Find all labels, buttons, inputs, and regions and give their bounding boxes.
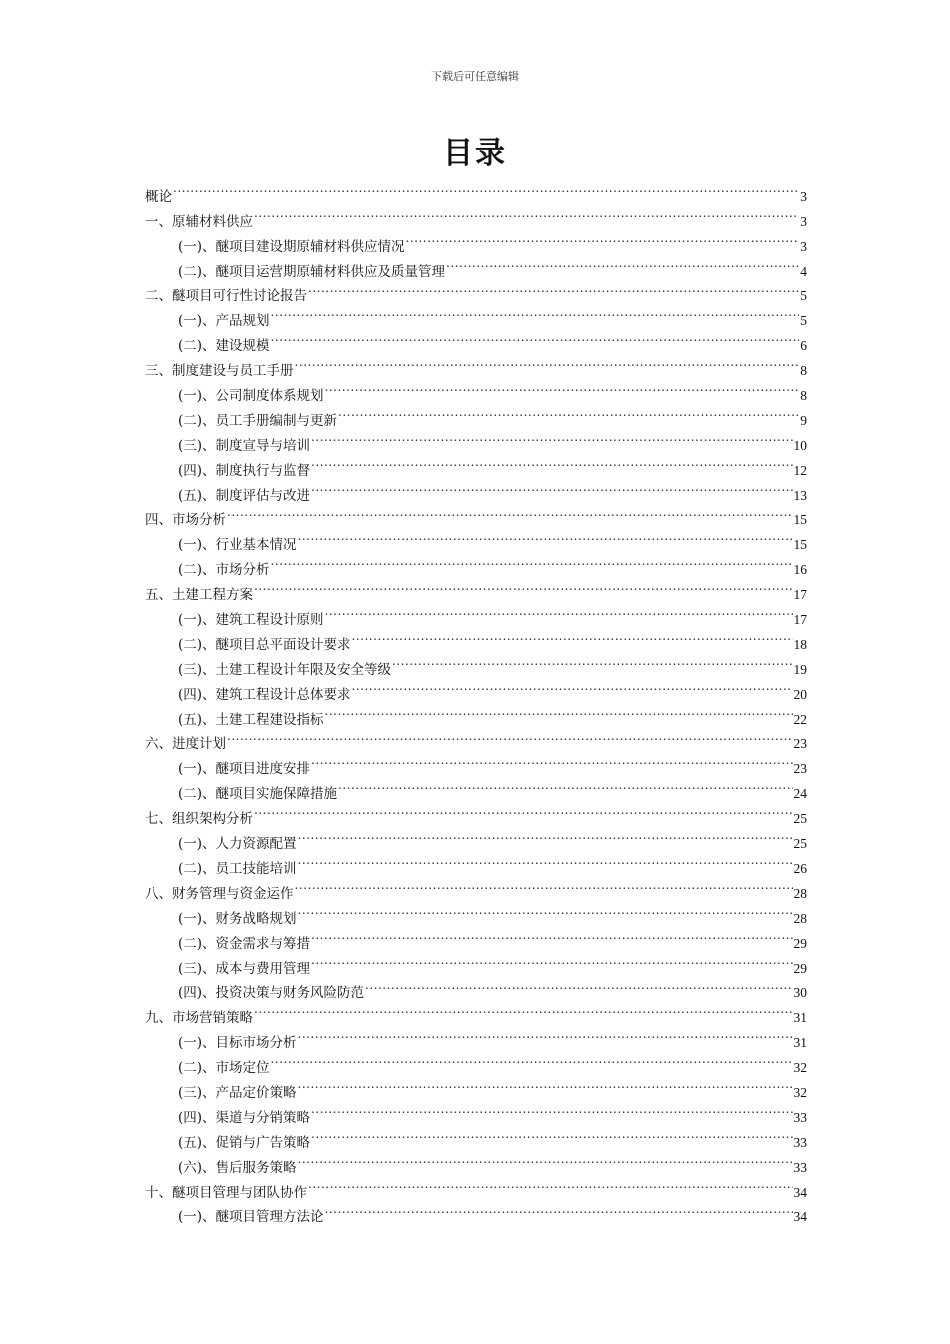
toc-entry-title: (五)、土建工程建设指标 <box>178 711 324 728</box>
toc-dot-leader <box>271 325 800 350</box>
toc-entry-title: (一)、财务战略规划 <box>178 910 297 927</box>
toc-page-number: 10 <box>793 437 807 453</box>
toc-page-number: 28 <box>793 885 807 901</box>
toc-entry-title: (四)、制度执行与监督 <box>178 462 311 479</box>
toc-page-number: 15 <box>793 512 807 528</box>
toc-dot-leader <box>227 500 793 525</box>
toc-page-number: 9 <box>800 412 807 428</box>
toc-entry-title: (一)、醚项目管理方法论 <box>178 1209 324 1226</box>
toc-entry-title: 四、市场分析 <box>145 512 226 529</box>
toc-page-number: 30 <box>793 985 807 1001</box>
toc-page-number: 4 <box>800 263 807 279</box>
toc-page-number: 25 <box>793 836 807 852</box>
toc-dot-leader <box>338 400 799 425</box>
toc-dot-leader <box>227 724 793 749</box>
toc-dot-leader <box>271 549 793 574</box>
toc-dot-leader <box>311 425 792 450</box>
toc-entry-title: (五)、促销与广告策略 <box>178 1134 311 1151</box>
toc-page-number: 28 <box>793 910 807 926</box>
toc-page-number: 15 <box>793 537 807 553</box>
toc-dot-leader <box>311 748 792 773</box>
toc-entry-title: (二)、建设规模 <box>178 338 270 355</box>
toc-page-number: 32 <box>793 1084 807 1100</box>
toc-dot-leader <box>311 1097 792 1122</box>
toc-entry-title: 三、制度建设与员工手册 <box>145 363 294 380</box>
toc-entry-title: 十、醚项目管理与团队协作 <box>145 1184 307 1201</box>
toc-dot-leader <box>254 574 793 599</box>
toc-page-number: 17 <box>793 587 807 603</box>
toc-page-number: 12 <box>793 462 807 478</box>
toc-dot-leader <box>406 226 800 251</box>
toc-dot-leader <box>308 1172 793 1197</box>
toc-page-number: 23 <box>793 761 807 777</box>
toc-entry-title: (五)、制度评估与改进 <box>178 487 311 504</box>
toc-page-number: 31 <box>793 1035 807 1051</box>
toc-dot-leader <box>311 475 792 500</box>
toc-entry-title: (一)、醚项目建设期原辅材料供应情况 <box>178 238 405 255</box>
toc-entry-title: (三)、土建工程设计年限及安全等级 <box>178 661 392 678</box>
toc-dot-leader <box>352 674 793 699</box>
toc-dot-leader <box>308 276 799 301</box>
toc-page-number: 3 <box>800 213 807 229</box>
toc-entry-title: 六、进度计划 <box>145 736 226 753</box>
toc-entry-title: (一)、产品规划 <box>178 313 270 330</box>
page-header-note: 下载后可任意编辑 <box>431 70 519 83</box>
toc-page-number: 3 <box>800 188 807 204</box>
toc-page-number: 33 <box>793 1109 807 1125</box>
toc-page-number: 24 <box>793 786 807 802</box>
toc-entry[interactable] <box>145 748 807 778</box>
toc-entry-title: (四)、投资决策与财务风险防范 <box>178 985 365 1002</box>
toc-dot-leader <box>311 923 792 948</box>
toc-entry-title: (二)、醚项目运营期原辅材料供应及质量管理 <box>178 263 446 280</box>
toc-entry-title: (一)、建筑工程设计原则 <box>178 612 324 629</box>
toc-dot-leader <box>392 649 792 674</box>
toc-entry-title: (一)、人力资源配置 <box>178 836 297 853</box>
toc-dot-leader <box>365 973 792 998</box>
toc-dot-leader <box>298 1072 793 1097</box>
toc-entry-title: (一)、行业基本情况 <box>178 537 297 554</box>
toc-entry-title: (二)、市场分析 <box>178 562 270 579</box>
toc-entry[interactable] <box>145 176 807 205</box>
toc-page-number: 18 <box>793 636 807 652</box>
toc-dot-leader <box>325 599 793 624</box>
toc-page-number: 6 <box>800 338 807 354</box>
toc-entry-title: (一)、目标市场分析 <box>178 1035 297 1052</box>
toc-page-number: 34 <box>793 1184 807 1200</box>
toc-entry-title: 九、市场营销策略 <box>145 1010 253 1027</box>
toc-dot-leader <box>325 1197 793 1222</box>
toc-page-number: 32 <box>793 1060 807 1076</box>
toc-entry-title: (三)、成本与费用管理 <box>178 960 311 977</box>
toc-dot-leader <box>338 773 792 798</box>
toc-dot-leader <box>311 948 792 973</box>
toc-page-number: 3 <box>800 238 807 254</box>
toc-dot-leader <box>254 201 799 226</box>
toc-page-number: 16 <box>793 562 807 578</box>
toc-page-number: 5 <box>800 288 807 304</box>
toc-page-number: 31 <box>793 1010 807 1026</box>
toc-entry-title: (一)、公司制度体系规划 <box>178 388 324 405</box>
toc-page-number: 34 <box>793 1209 807 1225</box>
toc-entry-title: (六)、售后服务策略 <box>178 1159 297 1176</box>
toc-entry[interactable] <box>145 500 807 529</box>
toc-page-number: 29 <box>793 935 807 951</box>
toc-entry-title: (二)、员工手册编制与更新 <box>178 412 338 429</box>
toc-page-number: 29 <box>793 960 807 976</box>
toc-dot-leader <box>271 300 800 325</box>
toc-entry-title: 五、土建工程方案 <box>145 587 253 604</box>
toc-entry-title: (二)、市场定位 <box>178 1060 270 1077</box>
toc-dot-leader <box>298 1022 793 1047</box>
toc-dot-leader <box>298 823 793 848</box>
toc-dot-leader <box>295 873 793 898</box>
toc-page-number: 26 <box>793 860 807 876</box>
toc-page-number: 8 <box>800 388 807 404</box>
toc-dot-leader <box>271 1047 793 1072</box>
toc-dot-leader <box>298 898 793 923</box>
toc-dot-leader <box>325 699 793 724</box>
toc-entry-title: 七、组织架构分析 <box>145 811 253 828</box>
toc-entry-title: (二)、资金需求与筹措 <box>178 935 311 952</box>
toc-dot-leader <box>311 450 792 475</box>
toc-dot-leader <box>311 1122 792 1147</box>
toc-entry-title: (三)、产品定价策略 <box>178 1084 297 1101</box>
toc-page-number: 33 <box>793 1134 807 1150</box>
toc-entry[interactable] <box>145 724 807 753</box>
toc-dot-leader <box>298 848 793 873</box>
toc-entry-title: (四)、建筑工程设计总体要求 <box>178 686 351 703</box>
table-of-contents <box>145 176 807 1226</box>
toc-page-number: 25 <box>793 811 807 827</box>
toc-dot-leader <box>298 1147 793 1172</box>
toc-dot-leader <box>298 524 793 549</box>
toc-page-number: 20 <box>793 686 807 702</box>
toc-entry-title: 八、财务管理与资金运作 <box>145 885 294 902</box>
toc-page-number: 5 <box>800 313 807 329</box>
toc-title: 目录 <box>443 136 507 171</box>
toc-page-number: 17 <box>793 612 807 628</box>
toc-entry-title: 一、原辅材料供应 <box>145 213 253 230</box>
toc-page-number: 33 <box>793 1159 807 1175</box>
toc-dot-leader <box>254 798 793 823</box>
toc-dot-leader <box>325 375 800 400</box>
toc-dot-leader <box>446 251 799 276</box>
toc-entry[interactable] <box>145 201 807 230</box>
toc-entry[interactable] <box>145 524 807 554</box>
toc-entry-title: (一)、醚项目进度安排 <box>178 761 311 778</box>
toc-entry-title: (三)、制度宣导与培训 <box>178 437 311 454</box>
toc-dot-leader <box>295 350 800 375</box>
toc-page-number: 13 <box>793 487 807 503</box>
toc-page-number: 8 <box>800 363 807 379</box>
toc-page-number: 19 <box>793 661 807 677</box>
toc-entry-title: (二)、醚项目实施保障措施 <box>178 786 338 803</box>
toc-page-number: 23 <box>793 736 807 752</box>
toc-page-number: 22 <box>793 711 807 727</box>
toc-entry-title: (四)、渠道与分销策略 <box>178 1109 311 1126</box>
toc-dot-leader <box>352 624 793 649</box>
toc-entry-title: 概论 <box>145 188 172 205</box>
toc-entry-title: (二)、员工技能培训 <box>178 860 297 877</box>
toc-entry-title: (二)、醚项目总平面设计要求 <box>178 636 351 653</box>
toc-dot-leader <box>173 176 799 201</box>
toc-entry-title: 二、醚项目可行性讨论报告 <box>145 288 307 305</box>
toc-dot-leader <box>254 997 793 1022</box>
